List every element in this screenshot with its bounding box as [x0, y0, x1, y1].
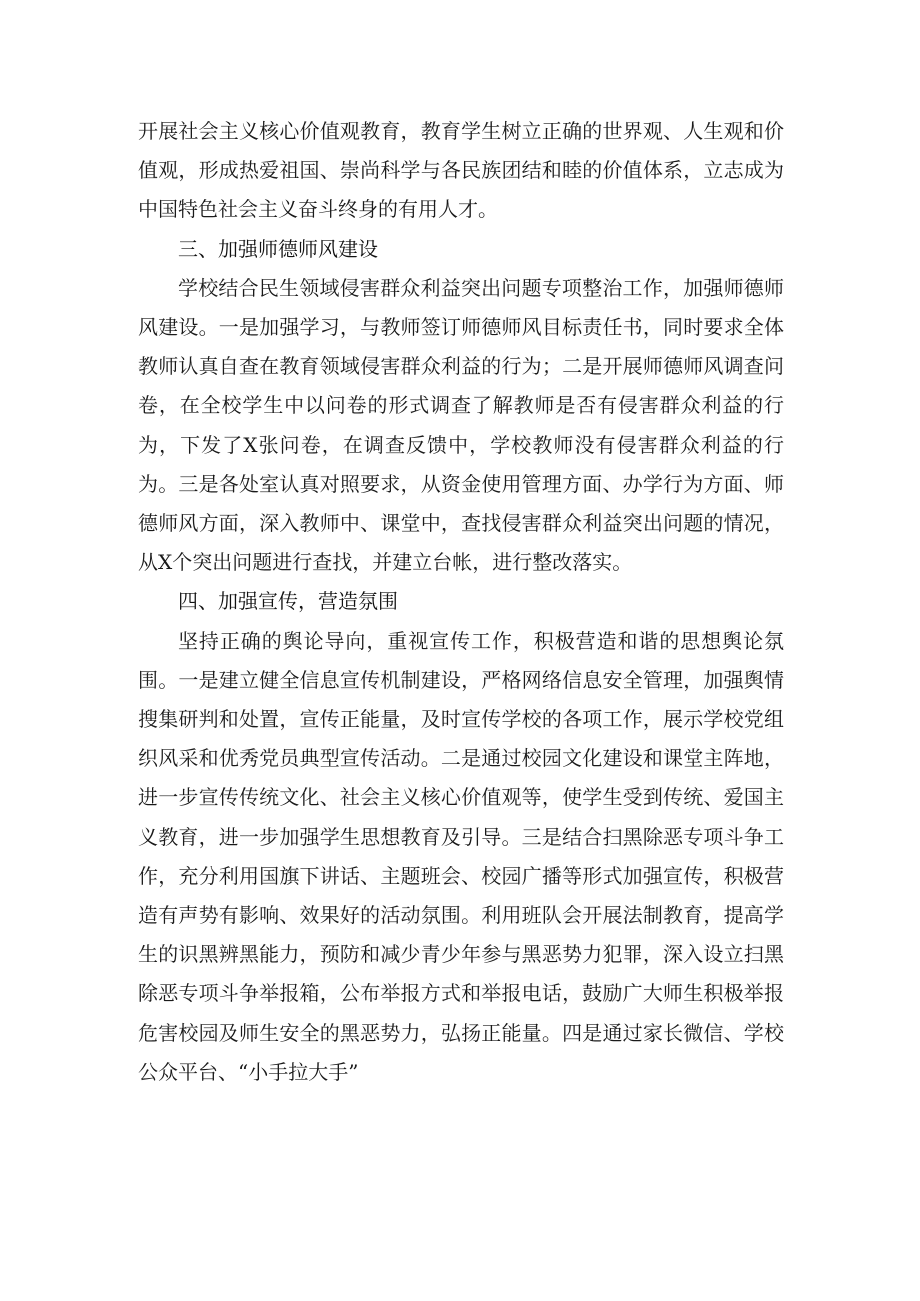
section-4-paragraph: 坚持正确的舆论导向，重视宣传工作，积极营造和谐的思想舆论氛围。一是建立健全信息宣传机制建设，严格网络信息安全管理，加强舆情搜集研判和处置，宣传正能量，及时宣传学校的各项工作，展示学校党组织风采和优秀党员典型宣传活动。二是通过校园文化建设和课堂主阵地，进一步宣传传统文化、社会主义核心价值观等，使学生受到传统、爱国主义教育，进一步加强学生思想教育及引导。三是结合扫黑除恶专项斗争工作，充分利用国旗下讲话、主题班会、校园广播等形式加强宣传，积极营造有声势有影响、效果好的活动氛围。利用班队会开展法制教育，提高学生的识黑辨黑能力，预防和减少青少年参与黑恶势力犯罪，深入设立扫黑除恶专项斗争举报箱，公布举报方式和举报电话，鼓励广大师生积极举报危害校园及师生安全的黑恶势力，弘扬正能量。四是通过家长微信、学校公众平台、“小手拉大手” — [138, 628, 784, 1084]
section-4-heading: 四、加强宣传，营造氛围 — [178, 589, 398, 614]
continued-paragraph: 开展社会主义核心价值观教育，教育学生树立正确的世界观、人生观和价值观，形成热爱祖国、崇尚科学与各民族团结和睦的价值体系，立志成为中国特色社会主义奋斗终身的有用人才。 — [138, 119, 784, 222]
section-3-paragraph: 学校结合民生领域侵害群众利益突出问题专项整治工作，加强师德师风建设。一是加强学习，与教师签订师德师风目标责任书，同时要求全体教师认真自查在教育领域侵害群众利益的行为；二是开展师德师风调查问卷，在全校学生中以问卷的形式调查了解教师是否有侵害群众利益的行为，下发了X张问卷，在调查反馈中，学校教师没有侵害群众利益的行为。三是各处室认真对照要求，从资金使用管理方面、办学行为方面、师德师风方面，深入教师中、课堂中，查找侵害群众利益突出问题的情况，从X个突出问题进行查找，并建立台帐，进行整改落实。 — [138, 275, 784, 575]
section-3-heading: 三、加强师德师风建设 — [178, 236, 378, 261]
document-body — [138, 112, 784, 1092]
